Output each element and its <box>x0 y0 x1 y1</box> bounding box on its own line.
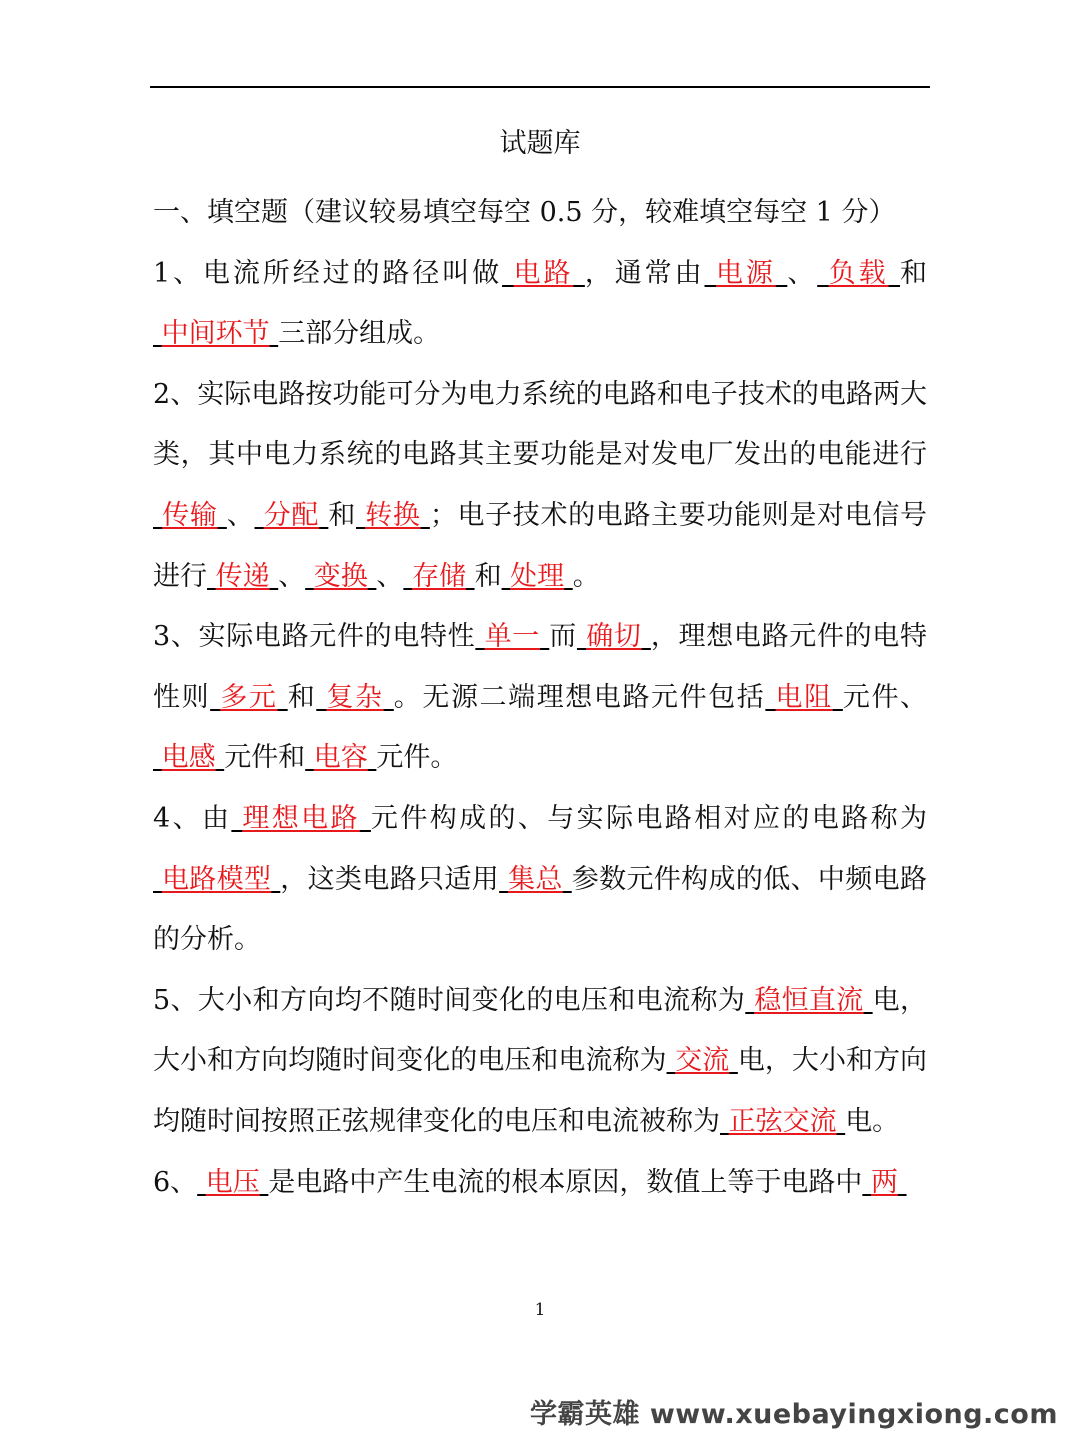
answer-blank <box>305 742 376 773</box>
answer-blank <box>305 561 376 592</box>
answer-text: 电容 <box>313 742 368 774</box>
answer-text: 单一 <box>484 621 540 653</box>
question-text: 、 <box>278 560 306 592</box>
answer-blank <box>862 1167 906 1198</box>
header-rule <box>150 86 930 88</box>
answer-text: 电路模型 <box>161 863 272 895</box>
answer-blank <box>255 500 329 531</box>
question-text: 电流所经过的路径叫做 <box>203 257 503 289</box>
answer-text: 中间环节 <box>161 318 270 350</box>
answer-blank <box>231 803 371 834</box>
answer-text: 确切 <box>586 621 642 653</box>
question-item <box>153 789 927 971</box>
question-text: 和 <box>900 257 928 289</box>
question-number: 2、 <box>153 378 198 410</box>
question-text: ；电子技术的电路主要功能则是对电信号进行 <box>153 499 928 592</box>
question-text: 和 <box>328 499 356 531</box>
watermark-logo: 学霸英雄 www.xuebayingxiong.com <box>529 1399 1058 1430</box>
question-number: 6、 <box>153 1166 198 1198</box>
question-item <box>153 244 927 365</box>
answer-blank <box>153 500 227 531</box>
document-body <box>153 183 927 1213</box>
answer-text: 集总 <box>508 863 563 895</box>
question-text: ，通常由 <box>584 257 705 289</box>
answer-blank <box>316 682 394 713</box>
question-item <box>153 607 927 789</box>
answer-blank <box>817 258 900 289</box>
answer-blank <box>475 621 549 652</box>
question-text: ，理想电路元件的电特性则 <box>153 621 927 713</box>
question-text: 、 <box>226 499 255 531</box>
question-text: 大小和方向均不随时间变化的电压和电流称为 <box>197 984 746 1016</box>
question-number: 3、 <box>153 621 199 653</box>
answer-blank <box>502 561 573 592</box>
answer-text: 正弦交流 <box>728 1105 837 1137</box>
answer-text: 两 <box>870 1166 898 1198</box>
question-item <box>153 365 927 607</box>
question-text: 电，大小和方向均随时间按照正弦规律变化的电压和电流被称为 <box>153 1045 928 1137</box>
answer-text: 理想电路 <box>242 802 360 834</box>
question-text: 实际电路按功能可分为电力系统的电路和电子技术的电路两大类，其中电力系统的电路其主要功能是对发电厂发出的电能进行 <box>153 378 928 471</box>
answer-blank <box>667 1045 738 1076</box>
question-list <box>153 244 927 1214</box>
question-text: 三部分组成。 <box>278 318 441 350</box>
page-title: 试题库 <box>499 128 581 159</box>
answer-text: 交流 <box>675 1045 730 1077</box>
question-text: 元件和 <box>224 742 306 774</box>
answer-blank <box>153 318 278 349</box>
question-item <box>153 971 927 1153</box>
question-item <box>153 1153 927 1214</box>
answer-blank <box>577 621 651 652</box>
answer-blank <box>499 864 572 895</box>
answer-blank <box>210 682 288 713</box>
question-text: 。 <box>572 560 600 592</box>
answer-blank <box>765 682 843 713</box>
question-text: 参数元件构成的低、中频电路的分析。 <box>153 863 927 956</box>
answer-text: 转换 <box>365 499 421 531</box>
question-text: 元件构成的、与实际电路相对应的电路称为 <box>370 802 928 834</box>
answer-blank <box>720 1106 845 1137</box>
answer-blank <box>745 985 872 1016</box>
question-number: 5、 <box>153 984 198 1016</box>
answer-text: 稳恒直流 <box>754 984 864 1016</box>
answer-text: 复杂 <box>326 681 384 713</box>
question-number: 1、 <box>153 257 203 289</box>
question-text: 。无源二端理想电路元件包括 <box>393 681 766 713</box>
answer-blank <box>153 864 280 895</box>
question-text: 、 <box>787 257 818 289</box>
answer-text: 传输 <box>162 499 218 531</box>
answer-text: 变换 <box>313 560 368 592</box>
answer-blank <box>356 500 430 531</box>
question-number: 4、 <box>153 802 202 834</box>
answer-text: 分配 <box>263 499 320 531</box>
answer-blank <box>207 561 278 592</box>
section-heading: 一、填空题（建议较易填空每空 0.5 分，较难填空每空 1 分） <box>153 197 896 228</box>
answer-blank <box>705 258 788 289</box>
answer-text: 传递 <box>215 560 270 592</box>
question-text: 和 <box>287 681 317 713</box>
question-text: 、 <box>376 560 404 592</box>
question-text: 是电路中产生电流的根本原因，数值上等于电路中 <box>268 1166 863 1198</box>
question-text: 元件、 <box>842 681 928 713</box>
answer-blank <box>403 561 474 592</box>
answer-text: 电压 <box>205 1166 260 1198</box>
question-text: 电。 <box>845 1105 900 1137</box>
question-text: 元件。 <box>376 742 458 774</box>
answer-blank <box>502 258 585 289</box>
answer-text: 电路 <box>513 257 574 289</box>
question-text: 而 <box>549 621 577 653</box>
question-text: 实际电路元件的电特性 <box>198 621 476 653</box>
answer-text: 多元 <box>220 681 278 713</box>
answer-text: 电阻 <box>775 681 833 713</box>
answer-blank <box>153 742 224 773</box>
answer-text: 存储 <box>411 560 466 592</box>
answer-text: 负载 <box>828 257 889 289</box>
answer-blank <box>197 1167 268 1198</box>
answer-text: 电感 <box>161 742 216 774</box>
page-number: 1 <box>534 1300 546 1320</box>
answer-text: 处理 <box>510 560 565 592</box>
question-text: 和 <box>474 560 502 592</box>
question-text: 由 <box>201 802 232 834</box>
answer-text: 电源 <box>716 257 776 289</box>
question-text: 电，大小和方向均随时间变化的电压和电流称为 <box>153 984 927 1077</box>
question-text: ，这类电路只适用 <box>280 863 500 895</box>
